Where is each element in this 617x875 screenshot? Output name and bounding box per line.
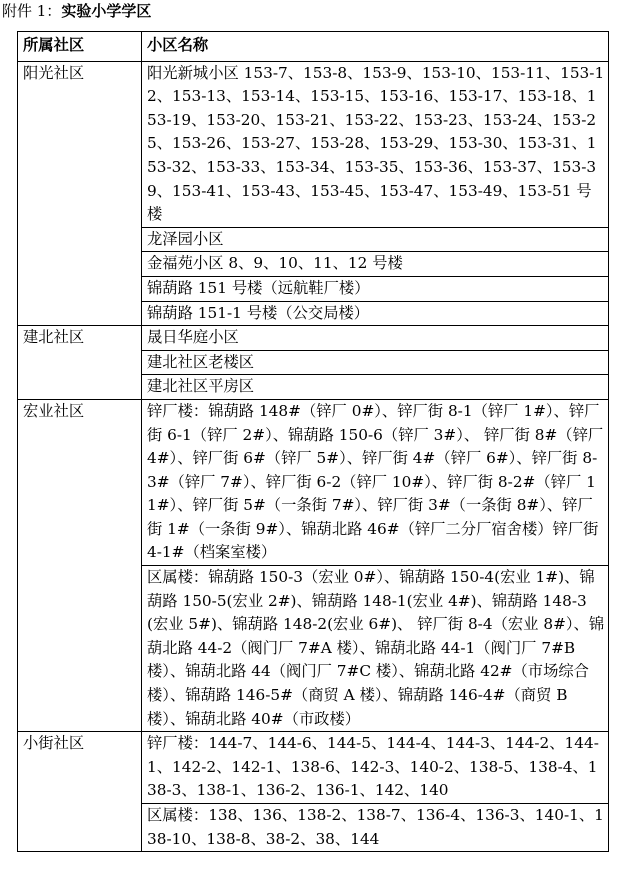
- community-cell: 阳光社区: [18, 61, 142, 326]
- community-cell: 宏业社区: [18, 399, 142, 731]
- table-header-row: [18, 32, 609, 62]
- school-district-table: [17, 31, 609, 852]
- estate-cell: 晟日华庭小区: [142, 326, 609, 351]
- estate-cell: 龙泽园小区: [142, 227, 609, 252]
- estate-cell: 锦葫路 151-1 号楼（公交局楼）: [142, 301, 609, 326]
- header-community: 所属社区: [18, 32, 142, 62]
- estate-cell: 建北社区平房区: [142, 375, 609, 400]
- estate-cell: 建北社区老楼区: [142, 350, 609, 375]
- community-cell: 建北社区: [18, 326, 142, 400]
- title-prefix: 附件 1：: [2, 2, 62, 20]
- estate-cell: 锌厂楼：锦葫路 148#（锌厂 0#）、锌厂街 8-1（锌厂 1#）、锌厂街 6-1（锌厂 2#）、锦葫路 150-6（锌厂 3#）、 锌厂街 8#（锌厂 4#）、锌厂街 6#（锌厂 5#）、锌厂街 4#（锌厂 6#）、锌厂街 8-3#（锌厂 7#）、锌厂街 6-2（锌厂 10#）、锌厂街 8-2#（锌厂 11#）、锌厂街 5#（一条街 7#）、锌厂街 3#（一条街 8#）、锌厂街 1#（一条街 9#）、锦葫北路 46#（锌厂二分厂宿舍楼）锌厂街 4-1#（档案室楼）: [142, 399, 609, 565]
- page-title: [2, 0, 151, 22]
- table-row: [18, 61, 609, 227]
- table-row: [18, 399, 609, 565]
- table-row: [18, 326, 609, 351]
- community-cell: 小街社区: [18, 732, 142, 852]
- estate-cell: 区属楼：138、136、138-2、138-7、136-4、136-3、140-1、138-10、138-8、38-2、38、144: [142, 804, 609, 852]
- estate-cell: 锦葫路 151 号楼（远航鞋厂楼）: [142, 276, 609, 301]
- title-main: 实验小学学区: [61, 2, 152, 20]
- header-estate: 小区名称: [142, 32, 609, 62]
- estate-cell: 阳光新城小区 153-7、153-8、153-9、153-10、153-11、153-12、153-13、153-14、153-15、153-16、153-17、153-18、153-19、153-20、153-21、153-22、153-23、153-24、153-25、153-26、153-27、153-28、153-29、153-30、153-31、153-32、153-33、153-34、153-35、153-36、153-37、153-39、153-41、153-43、153-45、153-47、153-49、153-51 号楼: [142, 61, 609, 227]
- estate-cell: 锌厂楼：144-7、144-6、144-5、144-4、144-3、144-2、144-1、142-2、142-1、138-6、142-3、140-2、138-5、138-4、138-3、138-1、136-2、136-1、142、140: [142, 732, 609, 804]
- estate-cell: 金福苑小区 8、9、10、11、12 号楼: [142, 252, 609, 277]
- estate-cell: 区属楼：锦葫路 150-3（宏业 0#）、锦葫路 150-4(宏业 1#)、锦葫路 150-5(宏业 2#)、锦葫路 148-1(宏业 4#)、锦葫路 148-3(宏业 5#)、锦葫路 148-2(宏业 6#)、 锌厂街 8-4（宏业 8#）、锦葫北路 44-2（阀门厂 7#A 楼）、锦葫北路 44-1（阀门厂 7#B 楼）、锦葫北路 44（阀门厂 7#C 楼）、锦葫北路 42#（市场综合楼）、锦葫路 146-5#（商贸 A 楼）、锦葫路 146-4#（商贸 B 楼）、锦葫北路 40#（市政楼）: [142, 566, 609, 732]
- table-row: [18, 732, 609, 804]
